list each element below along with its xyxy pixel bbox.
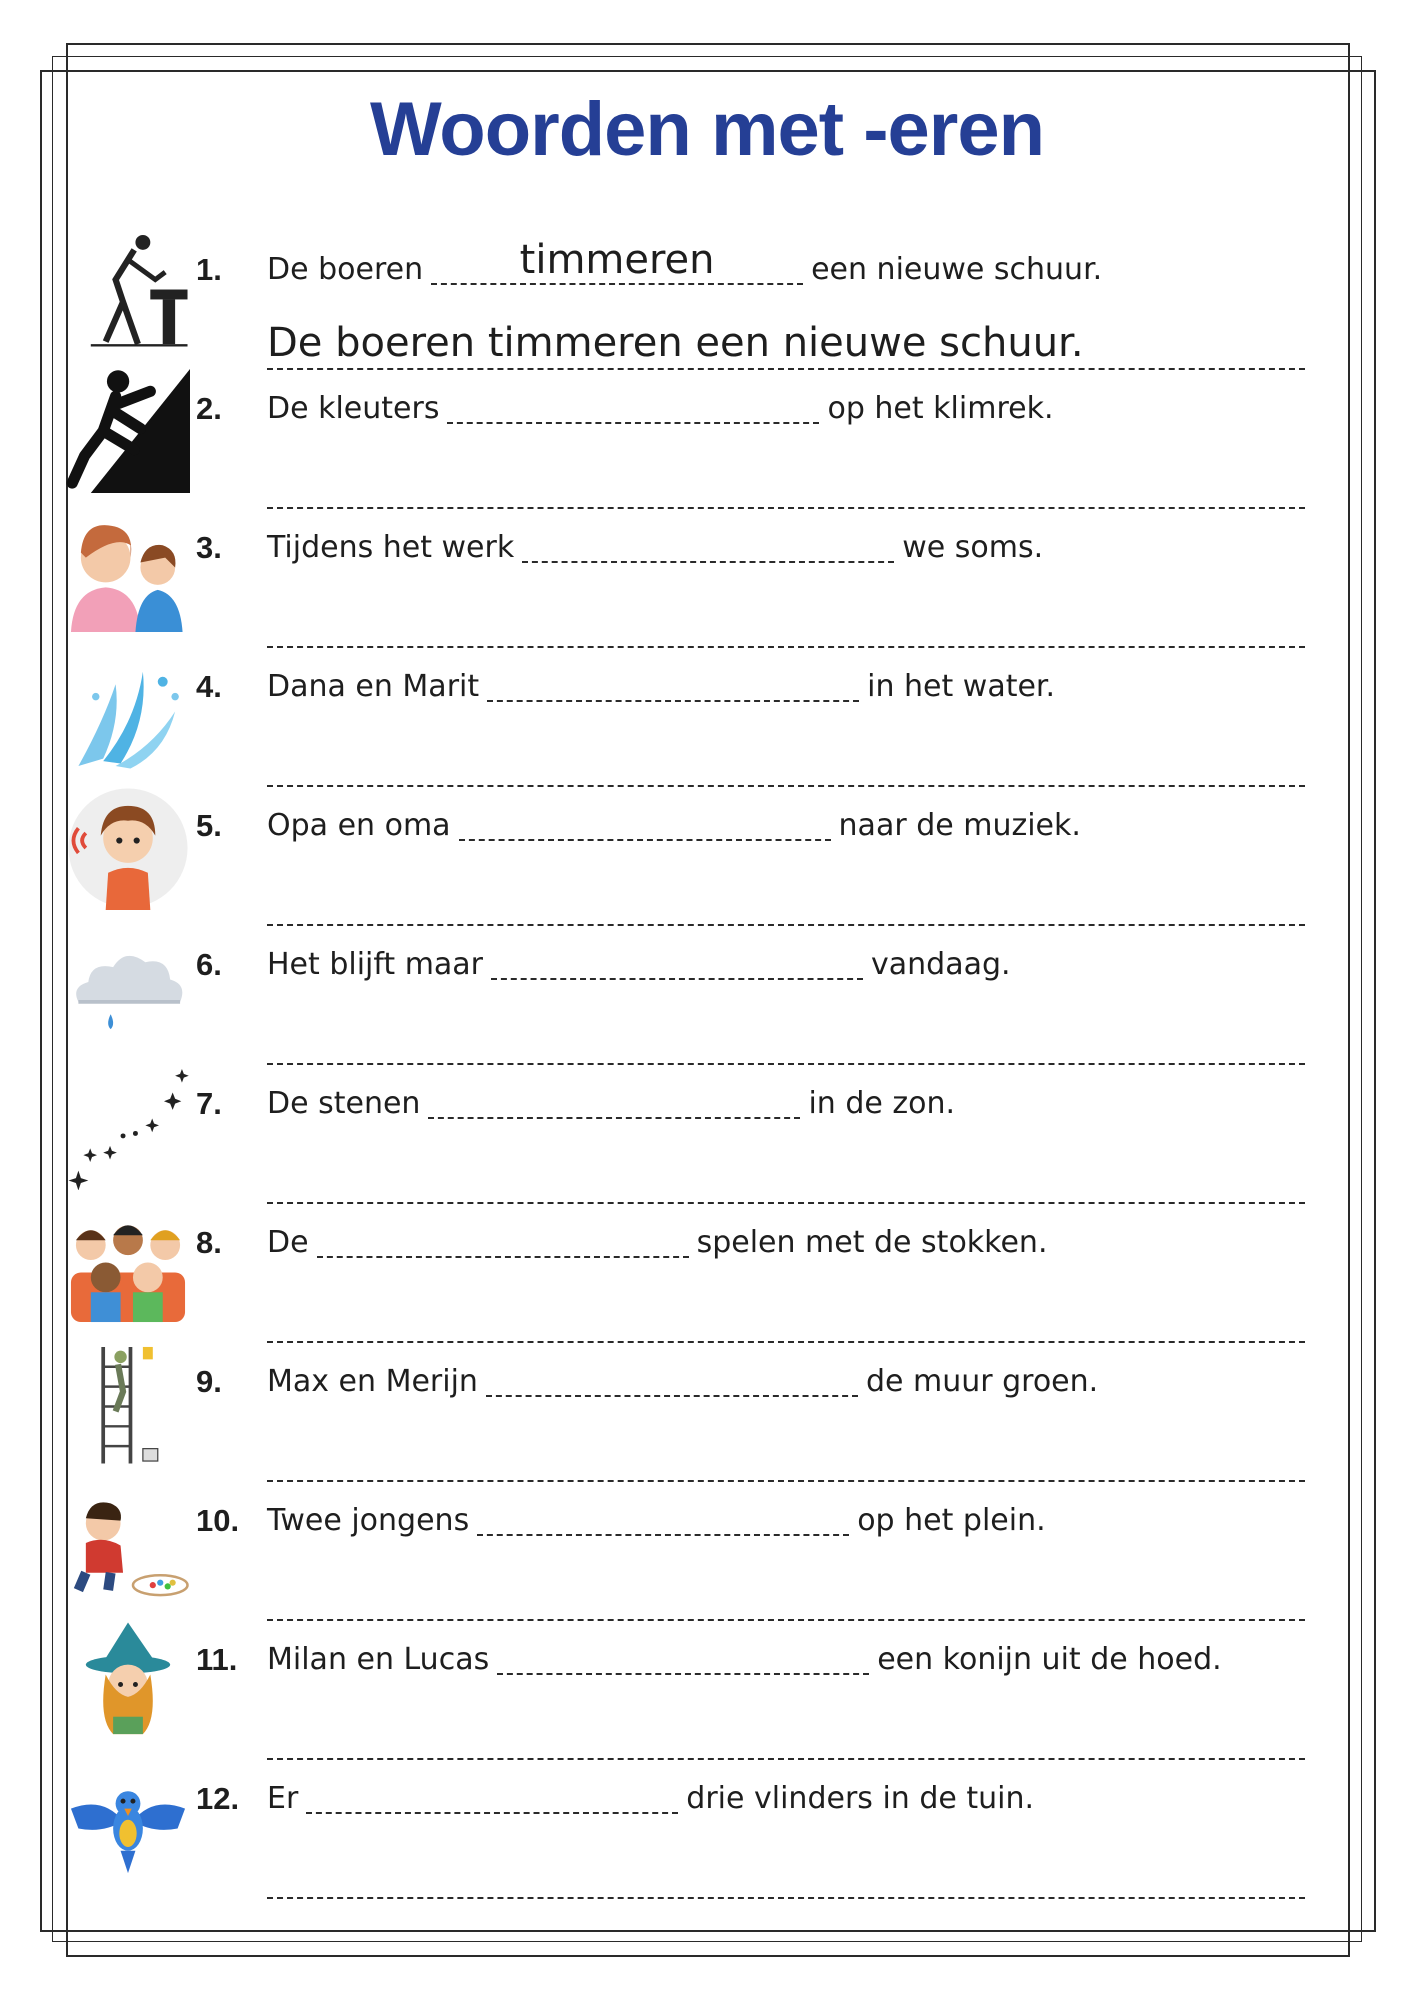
exercise-item-9 <box>0 1364 1414 1503</box>
answer-line[interactable] <box>267 874 1305 926</box>
sentence-start: De stenen <box>267 1086 421 1121</box>
answer-text: De boeren timmeren een nieuwe schuur. <box>267 320 1084 366</box>
climbing-person-icon <box>66 367 190 495</box>
item-number: 3. <box>196 530 222 565</box>
answer-line[interactable] <box>267 1291 1305 1343</box>
sentence-start: De <box>267 1225 309 1260</box>
item-number: 7. <box>196 1086 222 1121</box>
sentence <box>267 669 1055 704</box>
exercise-item-1 <box>0 237 1414 391</box>
sentence-start: Het blijft maar <box>267 947 484 982</box>
sentence-start: De boeren <box>267 252 424 287</box>
exercise-item-11 <box>0 1642 1414 1781</box>
hammering-man-icon <box>66 228 190 356</box>
blank-input[interactable] <box>491 948 863 980</box>
flying-bird-icon <box>66 1757 190 1885</box>
answer-line[interactable] <box>267 735 1305 787</box>
sentence-end: vandaag. <box>871 947 1011 982</box>
sentence-end: in de zon. <box>808 1086 956 1121</box>
item-number: 8. <box>196 1225 222 1260</box>
item-number: 6. <box>196 947 222 982</box>
blank-input[interactable] <box>486 1365 858 1397</box>
sentence <box>267 1503 1046 1538</box>
page-title: Woorden met -eren <box>369 87 1045 172</box>
answer-line[interactable] <box>267 1708 1305 1760</box>
blank-input[interactable] <box>317 1226 689 1258</box>
exercise-item-12 <box>0 1781 1414 1920</box>
item-number: 10. <box>196 1503 240 1538</box>
blank-input[interactable] <box>447 392 819 424</box>
water-splash-icon <box>66 645 190 773</box>
sentence-end: een konijn uit de hoed. <box>877 1642 1222 1677</box>
sentence-end: een nieuwe schuur. <box>811 252 1103 287</box>
sentence-start: De kleuters <box>267 391 440 426</box>
answer-line[interactable] <box>267 1013 1305 1065</box>
wizard-icon <box>66 1618 190 1746</box>
sentence-end: op het plein. <box>857 1503 1046 1538</box>
sentence-end: drie vlinders in de tuin. <box>686 1781 1035 1816</box>
item-number: 2. <box>196 391 222 426</box>
item-number: 12. <box>196 1781 240 1816</box>
sentence-start: Er <box>267 1781 299 1816</box>
exercise-item-6 <box>0 947 1414 1086</box>
children-group-icon <box>66 1201 190 1329</box>
rain-cloud-icon <box>66 923 190 1051</box>
answer-line[interactable] <box>267 1152 1305 1204</box>
answer-line[interactable] <box>267 457 1305 509</box>
exercise-item-7 <box>0 1086 1414 1225</box>
listening-girl-icon <box>66 784 190 912</box>
sentence <box>267 1642 1222 1677</box>
answer-line[interactable] <box>267 1847 1305 1899</box>
sentence-start: Twee jongens <box>267 1503 470 1538</box>
sentence <box>267 808 1081 843</box>
exercise-item-8 <box>0 1225 1414 1364</box>
sentence-end: in het water. <box>867 669 1056 704</box>
item-number: 1. <box>196 252 222 287</box>
exercise-item-10 <box>0 1503 1414 1642</box>
painter-ladder-icon <box>66 1340 190 1468</box>
marbles-boy-icon <box>66 1479 190 1607</box>
blank-input[interactable] <box>522 531 894 563</box>
sentence-end: we soms. <box>902 530 1044 565</box>
blank-input[interactable] <box>477 1504 849 1536</box>
exercise-item-4 <box>0 669 1414 808</box>
answer-line[interactable] <box>267 318 1305 370</box>
item-number: 5. <box>196 808 222 843</box>
sentence <box>267 1086 955 1121</box>
answer-line[interactable] <box>267 596 1305 648</box>
sentence <box>267 1364 1098 1399</box>
blank-input[interactable] <box>431 237 803 285</box>
sparkle-icon <box>66 1062 190 1190</box>
blank-input[interactable] <box>497 1643 869 1675</box>
sentence <box>267 530 1043 565</box>
answer-line[interactable] <box>267 1569 1305 1621</box>
filled-word: timmeren <box>519 237 715 283</box>
sentence-end: op het klimrek. <box>827 391 1054 426</box>
sentence <box>267 391 1053 426</box>
item-number: 11. <box>196 1642 238 1677</box>
sentence-end: naar de muziek. <box>838 808 1081 843</box>
sentence-start: Opa en oma <box>267 808 451 843</box>
sentence-start: Max en Merijn <box>267 1364 478 1399</box>
sentence-start: Tijdens het werk <box>267 530 515 565</box>
sentence-start: Milan en Lucas <box>267 1642 490 1677</box>
whispering-icon <box>66 506 190 634</box>
sentence <box>267 1781 1034 1816</box>
exercise-item-3 <box>0 530 1414 669</box>
item-number: 9. <box>196 1364 222 1399</box>
blank-input[interactable] <box>306 1782 678 1814</box>
sentence <box>267 1225 1047 1260</box>
exercise-item-2 <box>0 391 1414 530</box>
blank-input[interactable] <box>459 809 831 841</box>
sentence-end: de muur groen. <box>865 1364 1099 1399</box>
item-number: 4. <box>196 669 222 704</box>
blank-input[interactable] <box>487 670 859 702</box>
sentence <box>267 237 1103 287</box>
sentence-start: Dana en Marit <box>267 669 480 704</box>
sentence-end: spelen met de stokken. <box>696 1225 1048 1260</box>
answer-line[interactable] <box>267 1430 1305 1482</box>
sentence <box>267 947 1011 982</box>
exercise-item-5 <box>0 808 1414 947</box>
blank-input[interactable] <box>428 1087 800 1119</box>
